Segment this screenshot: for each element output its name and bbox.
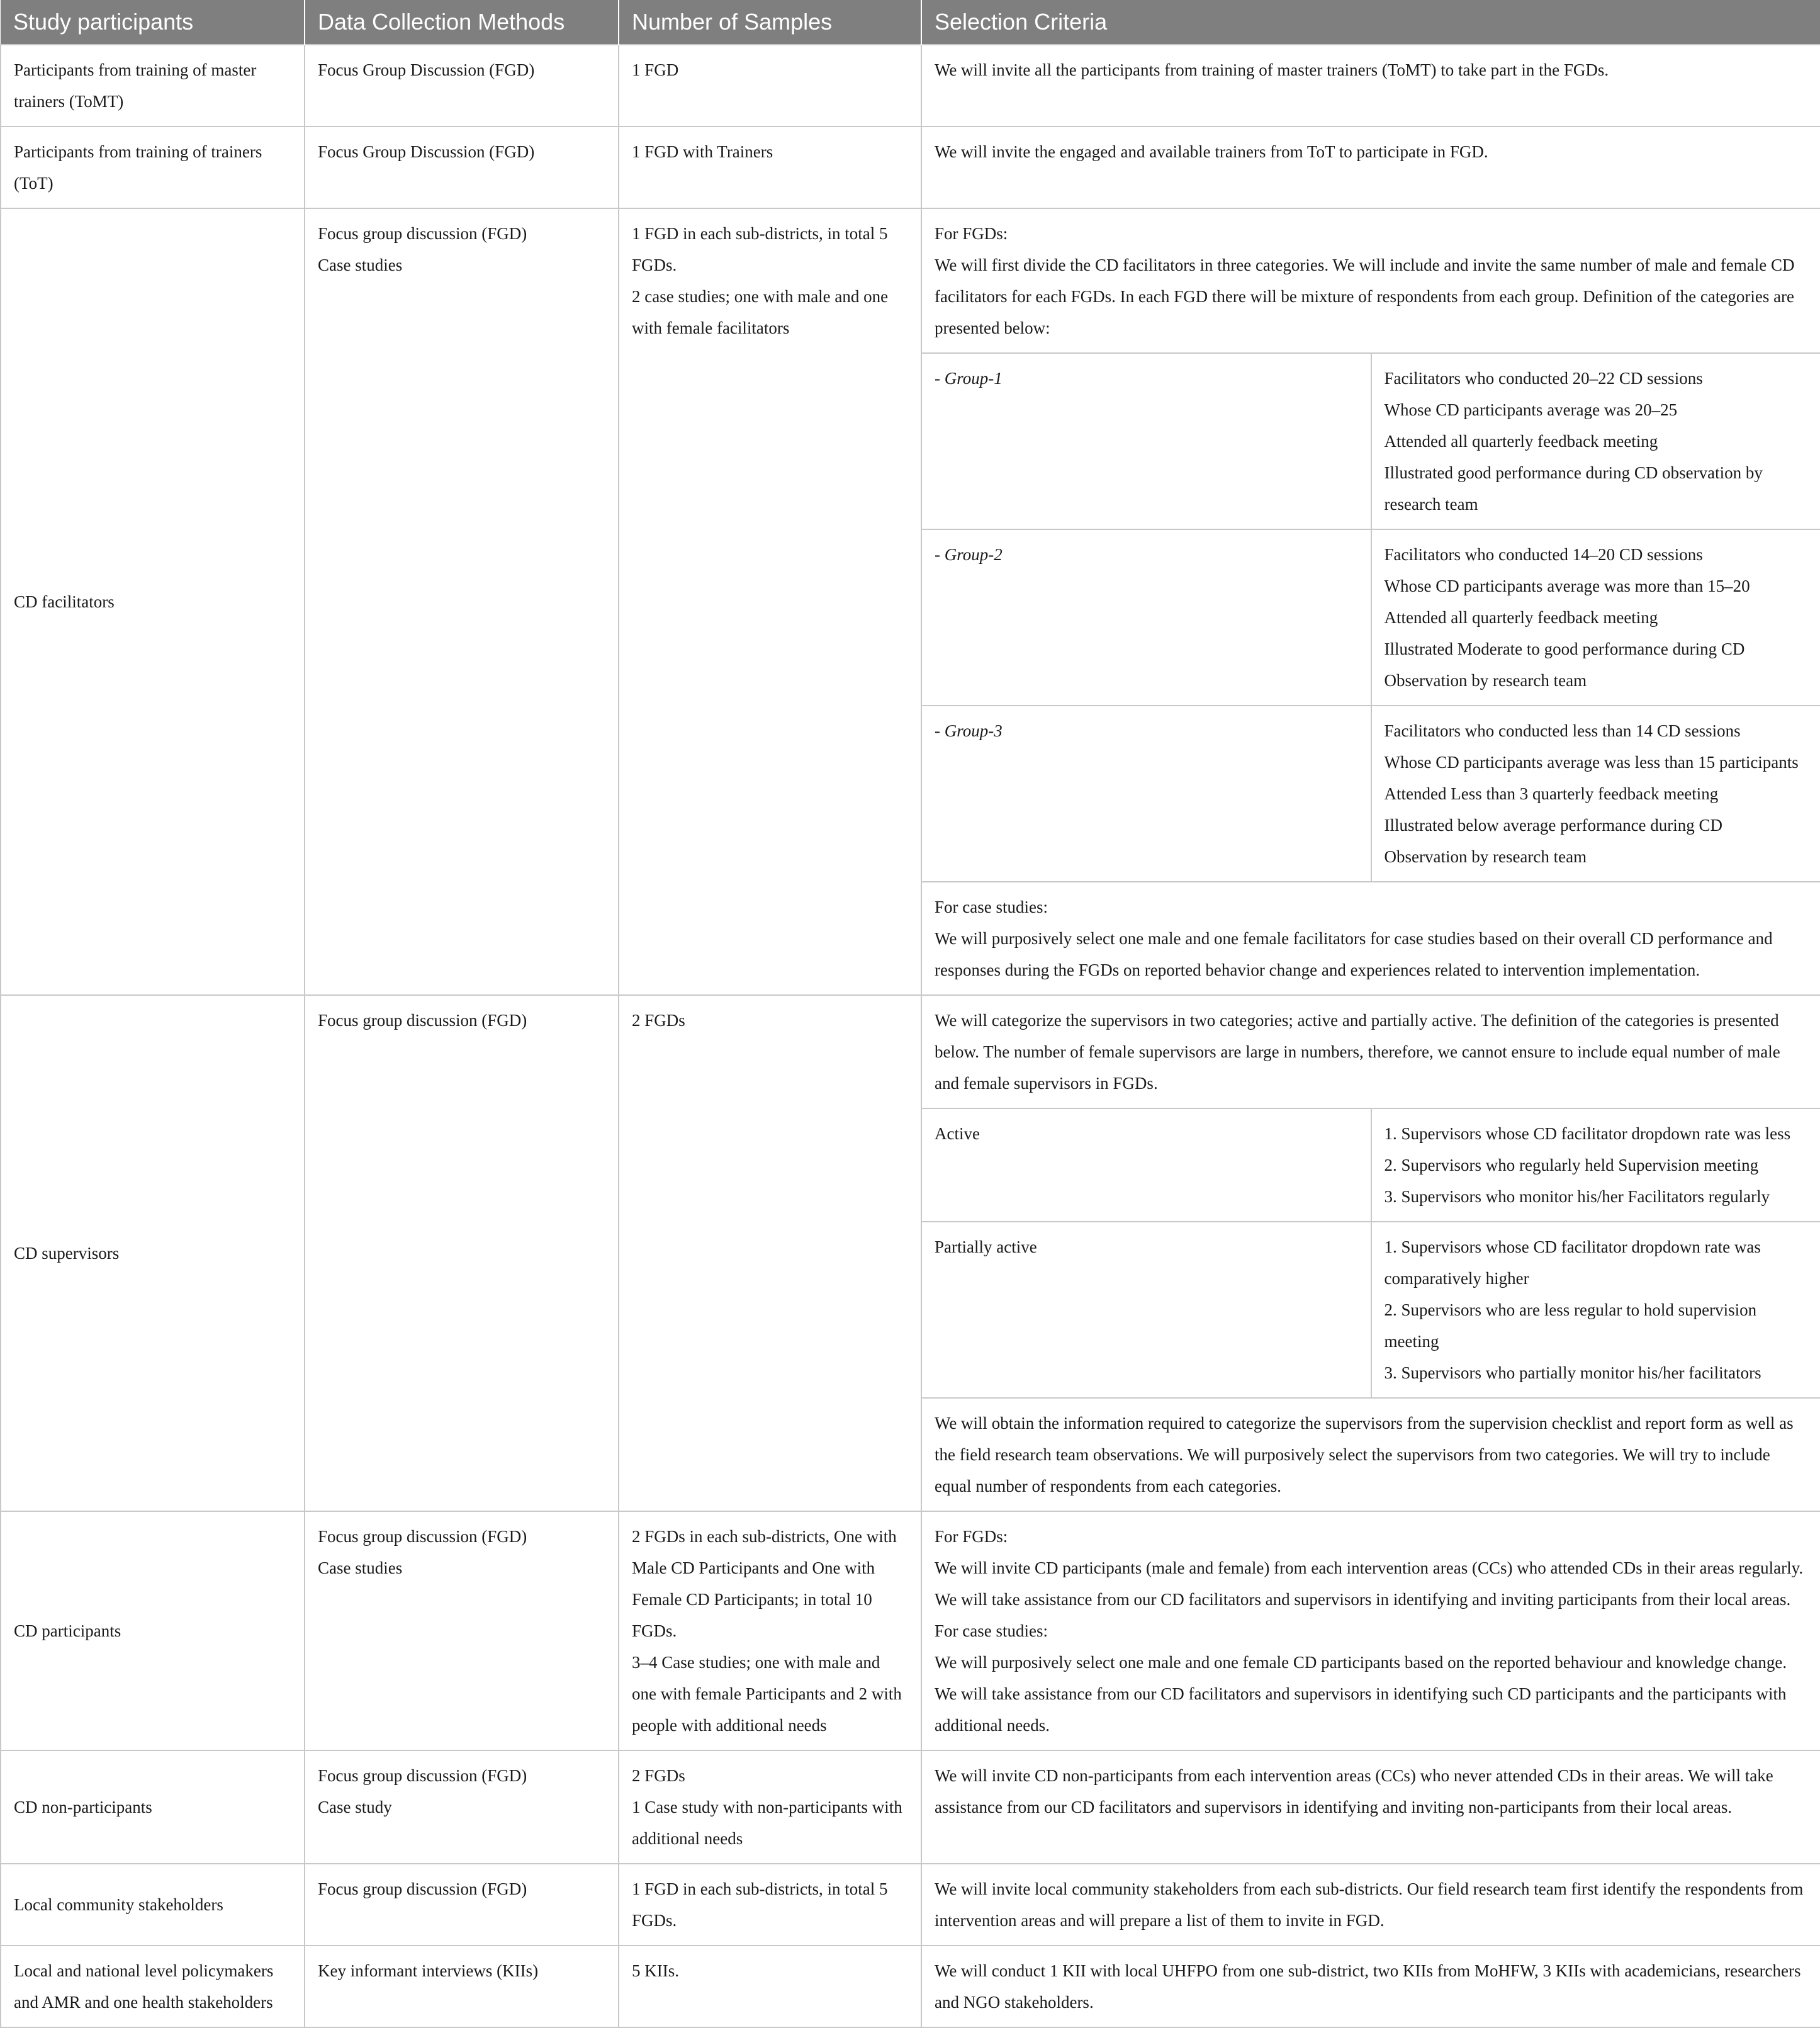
samples-cell: 1 FGD in each sub-districts, in total 5 FGDs. <box>619 1864 921 1946</box>
table-row <box>1 1864 1820 1946</box>
category-row: Partially active 1. Supervisors whose CD facilitator dropdown rate was comparatively higher 2. Supervisors who are less regular to hold supervision meeting 3. Supervisors who partially monitor his/her facilitators <box>922 1222 1820 1398</box>
case-heading: For case studies: <box>935 898 1048 916</box>
participant-cell: Participants from training of trainers (ToT) <box>1 127 305 208</box>
criteria-cell: We will conduct 1 KII with local UHFPO from one sub-district, two KIIs from MoHFW, 3 KIIs with academicians, researchers and NGO stakeholders. <box>921 1946 1820 2027</box>
samples-cell: 5 KIIs. <box>619 1946 921 2027</box>
criteria-cell: We will invite CD non-participants from each intervention areas (CCs) who never attended CDs in their areas. We will take assistance from our CD facilitators and supervisors in identifying and inviting non-participants from their local areas. <box>921 1750 1820 1864</box>
samples-cell: 1 FGD with Trainers <box>619 127 921 208</box>
participant-cell: Local and national level policymakers and AMR and one health stakeholders <box>1 1946 305 2027</box>
criteria-cell: For FGDs: We will invite CD participants (male and female) from each intervention areas (CCs) who attended CDs in their areas regularly. We will take assistance from our CD facilitators and supervisors in identifying and inviting participants from their local areas. For case studies: We will purposively select one male and one female CD participants based on the reported behaviour and knowledge change. We will take assistance from our CD facilitators and supervisors in identifying such CD participants and the participants with additional needs. <box>921 1511 1820 1750</box>
criteria-cell <box>921 995 1820 1511</box>
participant-cell: Participants from training of master trainers (ToMT) <box>1 45 305 127</box>
participant-cell: CD supervisors <box>1 995 305 1511</box>
samples-cell: 2 FGDs in each sub-districts, One with Male CD Participants and One with Female CD Participants; in total 10 FGDs. 3–4 Case studies; one with male and one with female Participants and 2 with people with additional needs <box>619 1511 921 1750</box>
participant-cell: CD participants <box>1 1511 305 1750</box>
method-cell: Focus group discussion (FGD) <box>305 1864 619 1946</box>
case-text: We will purposively select one male and one female facilitators for case studies based on their overall CD performance and responses during the FGDs on reported behavior change and experiences related to intervention implementation. <box>935 929 1773 979</box>
category-label: Partially active <box>922 1222 1371 1398</box>
criteria-cell: We will invite the engaged and available trainers from ToT to participate in FGD. <box>921 127 1820 208</box>
method-cell: Focus group discussion (FGD) Case studies <box>305 208 619 995</box>
header-study-participants: Study participants <box>1 0 305 45</box>
participant-cell: CD non-participants <box>1 1750 305 1864</box>
criteria-cell: We will invite all the participants from training of master trainers (ToMT) to take part in the FGDs. <box>921 45 1820 127</box>
group-label: - Group-3 <box>922 706 1371 882</box>
method-cell: Focus Group Discussion (FGD) <box>305 127 619 208</box>
fgd-heading: For FGDs: <box>935 224 1008 243</box>
group-row: - Group-2 Facilitators who conducted 14–20 CD sessions Whose CD participants average was more than 15–20 Attended all quarterly feedback meeting Illustrated Moderate to good performance during CD Observation by research team <box>922 529 1820 706</box>
table-row <box>1 208 1820 995</box>
participant-cell: Local community stakeholders <box>1 1864 305 1946</box>
category-row: Active 1. Supervisors whose CD facilitator dropdown rate was less 2. Supervisors who regularly held Supervision meeting 3. Supervisors who monitor his/her Facilitators regularly <box>922 1108 1820 1222</box>
samples-cell: 2 FGDs 1 Case study with non-participants with additional needs <box>619 1750 921 1864</box>
header-selection-criteria: Selection Criteria <box>921 0 1820 45</box>
supervisor-intro: We will categorize the supervisors in two categories; active and partially active. The definition of the categories is presented below. The number of female supervisors are large in numbers, therefore, we cannot ensure to include equal number of male and female supervisors in FGDs. <box>935 1011 1780 1093</box>
method-cell: Key informant interviews (KIIs) <box>305 1946 619 2027</box>
method-cell: Focus Group Discussion (FGD) <box>305 45 619 127</box>
method-cell: Focus group discussion (FGD) Case study <box>305 1750 619 1864</box>
table-row <box>1 995 1820 1511</box>
header-number-of-samples: Number of Samples <box>619 0 921 45</box>
header-row <box>1 0 1820 45</box>
table-row <box>1 45 1820 127</box>
method-cell: Focus group discussion (FGD) <box>305 995 619 1511</box>
group-label: - Group-2 <box>922 529 1371 706</box>
header-data-collection-methods: Data Collection Methods <box>305 0 619 45</box>
criteria-cell <box>921 208 1820 995</box>
group-label: - Group-1 <box>922 353 1371 529</box>
group-row: - Group-3 Facilitators who conducted less than 14 CD sessions Whose CD participants average was less than 15 participants Attended Less than 3 quarterly feedback meeting Illustrated below average performance during CD Observation by research team <box>922 706 1820 882</box>
facilitator-categories-table <box>922 209 1820 994</box>
table-row <box>1 1946 1820 2027</box>
fgd-text: We will first divide the CD facilitators in three categories. We will include and invite the same number of male and female CD facilitators for each FGDs. In each FGD there will be mixture of respondents from each group. Definition of the categories are presented below: <box>935 256 1795 337</box>
table-row <box>1 127 1820 208</box>
supervisor-categories-table <box>922 996 1820 1511</box>
participant-cell: CD facilitators <box>1 208 305 995</box>
table-row <box>1 1511 1820 1750</box>
samples-cell: 1 FGD <box>619 45 921 127</box>
method-cell: Focus group discussion (FGD) Case studies <box>305 1511 619 1750</box>
supervisor-outro: We will obtain the information required to categorize the supervisors from the supervision checklist and report form as well as the field research team observations. We will purposively select the supervisors from two categories. We will try to include equal number of respondents from each categories. <box>922 1398 1820 1511</box>
criteria-cell: We will invite local community stakeholders from each sub-districts. Our field research team first identify the respondents from intervention areas and will prepare a list of them to invite in FGD. <box>921 1864 1820 1946</box>
samples-cell: 1 FGD in each sub-districts, in total 5 FGDs. 2 case studies; one with male and one with female facilitators <box>619 208 921 995</box>
category-label: Active <box>922 1108 1371 1222</box>
samples-cell: 2 FGDs <box>619 995 921 1511</box>
group-row: - Group-1 Facilitators who conducted 20–22 CD sessions Whose CD participants average was 20–25 Attended all quarterly feedback meeting Illustrated good performance during CD observation by research team <box>922 353 1820 529</box>
table-row <box>1 1750 1820 1864</box>
